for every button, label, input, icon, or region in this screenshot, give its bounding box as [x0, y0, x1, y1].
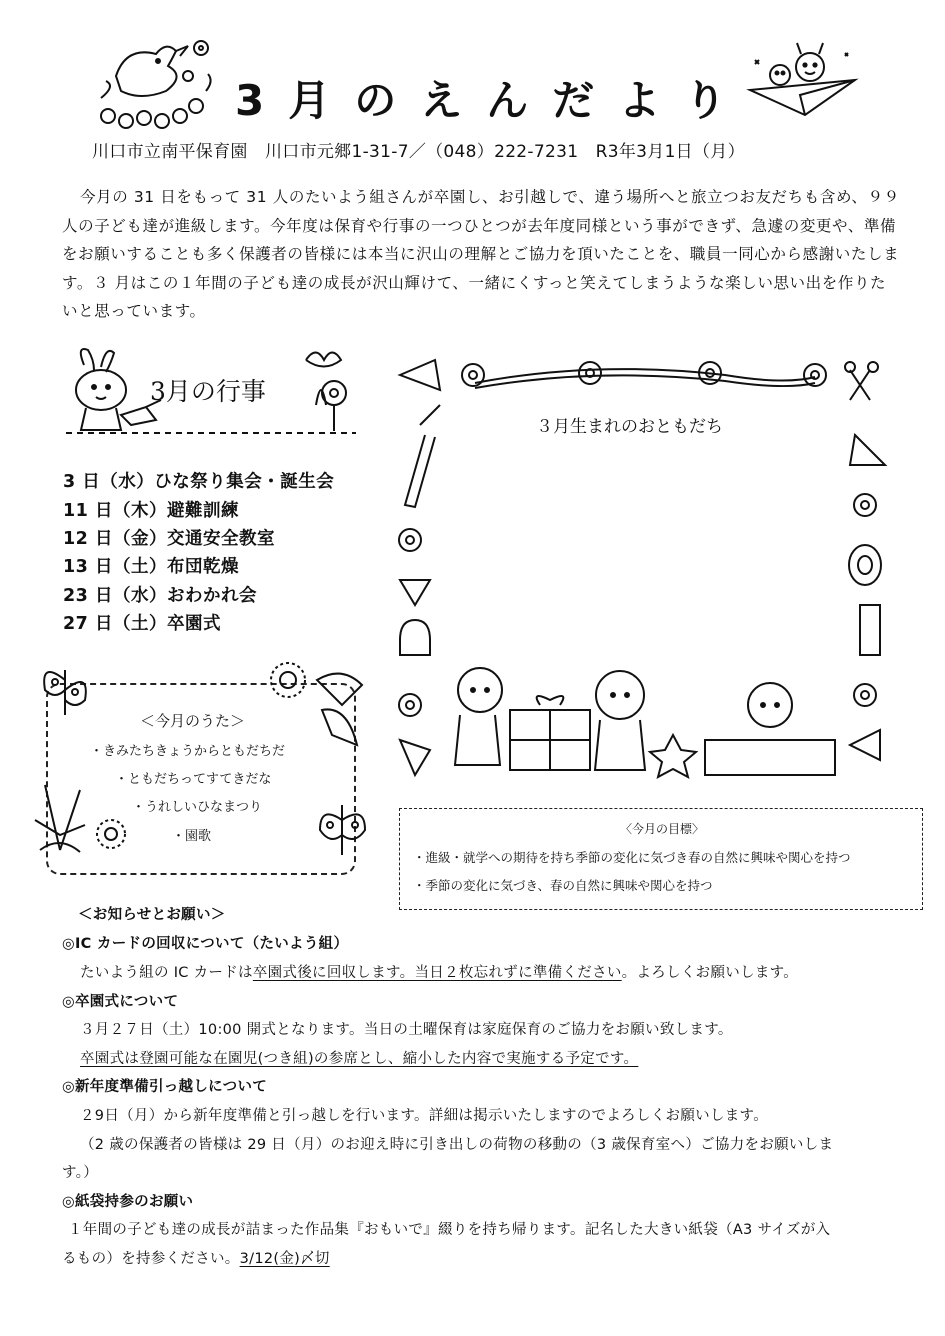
goals-title: 〈今月の目標〉 [620, 822, 705, 836]
song-title: ＜今月のうた＞ [140, 712, 246, 730]
ic-card-body-text: たいよう組の IC カードは [80, 965, 253, 981]
event-item: 12 日（金）交通安全教室 [63, 529, 275, 549]
page-title: 3月のえんだより [235, 76, 751, 125]
flower-icon [95, 818, 127, 850]
birthday-title: ３月生まれのおともだち [536, 417, 723, 437]
ic-card-body [80, 961, 798, 982]
goal-item: ・季節の変化に気づき、春の自然に興味や関心を持つ [413, 878, 713, 893]
ic-card-heading: ◎IC カードの回収について（たいよう組） [62, 936, 349, 952]
moving-heading: ◎新年度準備引っ越しについて [62, 1079, 268, 1095]
bag-heading: ◎紙袋持参のお願い [62, 1194, 194, 1210]
ic-card-body-text-end: 。よろしくお願いします。 [621, 965, 799, 981]
song-item: ・うれしいひなまつり [132, 800, 263, 815]
paper-plane-animals-illustration [745, 45, 865, 120]
graduation-body: ３月２７日（土）10:00 開式となります。当日の土曜保育は家庭保育のご協力をお願い致します。 [80, 1022, 733, 1038]
graduation-note: 卒園式は登園可能な在園児(つき組)の参席とし、縮小した内容で実施する予定です。 [80, 1051, 639, 1067]
leaves-icon [312, 665, 367, 750]
moving-note-cont: す。） [62, 1165, 98, 1181]
butterfly-icon [40, 660, 90, 725]
event-item: 11 日（木）避難訓練 [63, 501, 239, 521]
song-item: ・ともだちってすてきだな [115, 772, 272, 787]
butterfly-icon [315, 800, 370, 860]
flower-icon [268, 660, 308, 700]
bag-body: １年間の子ども達の成長が詰まった作品集『おもいで』綴りを持ち帰ります。記名した大きい紙袋（A3 サイズが入 [68, 1222, 831, 1238]
bag-body-text: るもの）を持参ください。 [62, 1251, 240, 1267]
song-item: ・園歌 [172, 829, 212, 844]
graduation-heading: ◎卒園式について [62, 994, 179, 1010]
bag-deadline: 3/12(金)〆切 [239, 1251, 330, 1267]
event-item: 27 日（土）卒園式 [63, 614, 221, 634]
bag-body-cont [62, 1247, 330, 1268]
event-item: 3 日（水）ひな祭り集会・誕生会 [63, 472, 335, 492]
ic-card-body-underlined: 卒園式後に回収します。当日２枚忘れずに準備ください [252, 965, 622, 981]
event-item: 13 日（土）布団乾燥 [63, 557, 239, 577]
events-title: 3月の行事 [150, 377, 266, 406]
dandelion-icon [35, 780, 90, 860]
bird-flowers-illustration [96, 36, 221, 131]
song-item: ・きみたちきょうからともだちだ [90, 744, 286, 759]
event-item: 23 日（水）おわかれ会 [63, 586, 257, 606]
notices-title: ＜お知らせとお願い＞ [78, 907, 226, 923]
intro-paragraph: 今月の 31 日をもって 31 人のたいよう組さんが卒園し、お引越しで、違う場所へと旅立つお友だちも含め、９９人の子ども達が進級します。今年度は保育や行事の一つひとつが去年度同様という事ができず、急遽の変更や、準備をお願いすることも多く保護者の皆様には本当に沢山の理解とご協力を頂いたことを、職員一同心から感謝いたします。３ 月はこの１年間の子ども達の成長が沢山輝けて、一緒にくすっと笑えてしまうような楽しい思い出を作りたいと思っています。 [62, 188, 900, 320]
moving-body: ２9日（月）から新年度準備と引っ越しを行います。詳細は掲示いたしますのでよろしくお願いします。 [80, 1108, 769, 1124]
school-info-line: 川口市立南平保育園 川口市元郷1-31-7／（048）222-7231 R3年3月1日（月） [92, 142, 745, 162]
moving-note: （2 歳の保護者の皆様は 29 日（月）のお迎え時に引き出しの荷物の移動の（3 歳保育室へ）ご協力をお願いしま [80, 1137, 834, 1153]
goal-item: ・進級・就学への期待を持ち季節の変化に気づき春の自然に興味や関心を持つ [413, 850, 851, 865]
